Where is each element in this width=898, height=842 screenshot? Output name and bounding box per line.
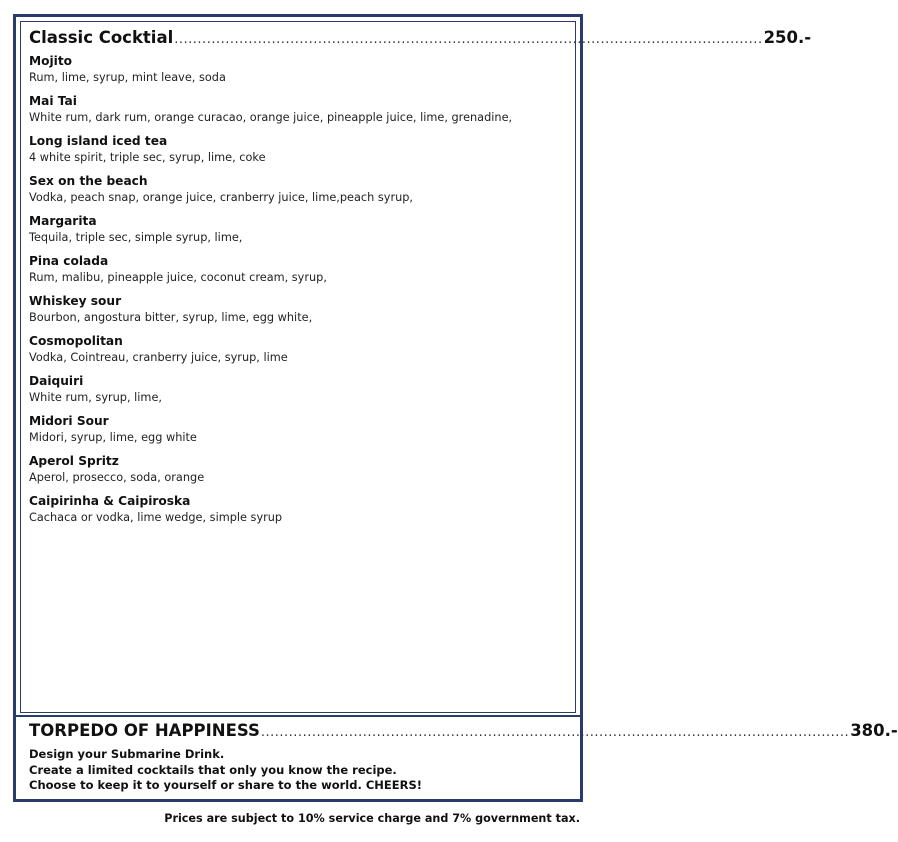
torpedo-line: Choose to keep it to yourself or share to the world. CHEERS! [29, 778, 422, 792]
torpedo-line: Create a limited cocktails that only you know the recipe. [29, 762, 397, 777]
item-name: Midori Sour [29, 414, 109, 428]
item-description: Tequila, triple sec, simple syrup, lime, [29, 231, 243, 244]
item-name: Pina colada [29, 254, 109, 268]
list-item [29, 414, 569, 454]
item-name: Mai Tai [29, 94, 77, 108]
classic-leader-dots: ............................................................................................................................... [174, 32, 763, 47]
classic-title: Classic Cocktial [29, 28, 174, 47]
classic-heading [29, 28, 812, 47]
item-description: Midori, syrup, lime, egg white [29, 431, 197, 444]
list-item [29, 54, 569, 94]
item-description: Rum, malibu, pineapple juice, coconut cream, syrup, [29, 271, 327, 284]
item-description: Cachaca or vodka, lime wedge, simple syrup [29, 511, 283, 524]
price-disclaimer: Prices are subject to 10% service charge and 7% government tax. [164, 812, 580, 825]
item-name: Aperol Spritz [29, 454, 119, 468]
torpedo-line: Design your Submarine Drink. [29, 747, 225, 761]
item-name: Caipirinha & Caipiroska [29, 494, 191, 508]
list-item [29, 334, 569, 374]
classic-price: 250.- [763, 28, 812, 47]
torpedo-heading [29, 721, 898, 740]
item-name: Mojito [29, 54, 73, 68]
item-description: White rum, syrup, lime, [29, 391, 162, 404]
item-name: Margarita [29, 214, 97, 228]
item-name: Cosmopolitan [29, 334, 123, 348]
list-item [29, 294, 569, 334]
item-description: Rum, lime, syrup, mint leave, soda [29, 71, 226, 84]
item-description: White rum, dark rum, orange curacao, orange juice, pineapple juice, lime, grenadine, [29, 111, 513, 124]
list-item [29, 454, 569, 494]
torpedo-price: 380.- [850, 721, 898, 740]
torpedo-description [29, 747, 569, 794]
item-description: Bourbon, angostura bitter, syrup, lime, egg white, [29, 311, 313, 324]
list-item [29, 134, 569, 174]
item-name: Sex on the beach [29, 174, 148, 188]
item-description: Vodka, peach snap, orange juice, cranberry juice, lime,peach syrup, [29, 191, 414, 204]
cocktail-list [29, 54, 569, 534]
item-description: Aperol, prosecco, soda, orange [29, 471, 205, 484]
item-description: Vodka, Cointreau, cranberry juice, syrup, lime [29, 351, 288, 364]
list-item [29, 94, 569, 134]
list-item [29, 254, 569, 294]
list-item [29, 374, 569, 414]
list-item [29, 494, 569, 534]
list-item [29, 214, 569, 254]
item-name: Long island iced tea [29, 134, 168, 148]
list-item [29, 174, 569, 214]
torpedo-leader-dots: ............................................................................................................................... [260, 725, 850, 740]
item-name: Daiquiri [29, 374, 84, 388]
torpedo-title: TORPEDO OF HAPPINESS [29, 721, 260, 740]
item-name: Whiskey sour [29, 294, 122, 308]
item-description: 4 white spirit, triple sec, syrup, lime, coke [29, 151, 266, 164]
